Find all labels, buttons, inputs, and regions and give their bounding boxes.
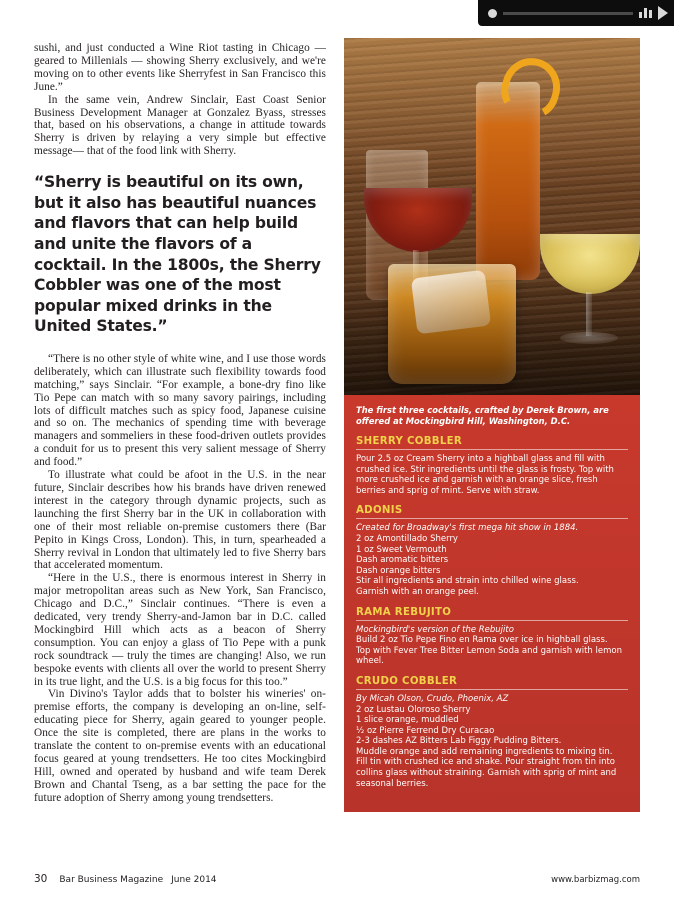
recipe-box <box>344 395 640 812</box>
recipe-item <box>356 505 628 597</box>
pull-quote: “Sherry is beautiful on its own, but it also has beautiful nuances and flavors that can help build and unite the flavors of a cocktail. In the 1800s, the Sherry Cobbler was one of the most popular mixed drinks in the United States.” <box>34 173 321 336</box>
recipe-title: ADONIS <box>356 505 403 517</box>
recipe-item <box>356 607 628 667</box>
divider <box>356 620 628 621</box>
recipe-line: Build 2 oz Tio Pepe Fino en Rama over ice in highball glass. <box>356 635 608 646</box>
recipe-item <box>356 676 628 789</box>
recipe-title: CRUDO COBBLER <box>356 675 458 687</box>
recipe-line: Dash aromatic bitters <box>356 555 449 566</box>
paragraph: “Here in the U.S., there is enormous interest in Sherry in major metropolitan areas such as New York, San Francisco, Chicago and D.C.,” Sinclair continues. “There is even a dedicated, very trendy Sherry-and-Jamon bar in D.C. called Mockingbird Hill which acts as a beacon of Sherry consumption. You can enjoy a glass of Tio Pepe with a punk rock soundtrack — truly the times are changing! Also, we run bespoke events with clients all over the world to present Sherry in its true light, and the U.S. is a big focus for this too.” <box>34 572 326 688</box>
recipe-line: 1 slice orange, muddled <box>356 715 459 726</box>
divider <box>356 449 628 450</box>
recipe-line: Mockingbird's version of the Rebujito <box>356 624 514 635</box>
paragraph: “There is no other style of white wine, and I use those words deliberately, which can illustrate such flexibility towards food matching,” says Sinclair. “For example, a bone-dry fino like Tio Pepe can match with so many savory pairings, including lots of difficult matches such as spicy food, Japanese cuisine and so on. The mechanics of spending time with beverage managers and sommeliers in these food-driven outlets provides a conduit for us to present this very salient message of Sherry and food.” <box>34 352 326 469</box>
recipe-line: Dash orange bitters <box>356 565 441 576</box>
recipe-line: Pour 2.5 oz Cream Sherry into a highball glass and fill with crushed ice. Stir ingredients until the glass is frosty. Top with more crushed ice and garnish with an orange slice, fresh berries and sprig of mint. Serve with straw. <box>356 454 614 496</box>
article-body-top <box>34 42 326 158</box>
recipe-line: Top with Fever Tree Bitter Lemon Soda and garnish with lemon wheel. <box>356 645 622 667</box>
recipe-line: Muddle orange and add remaining ingredients to mixing tin. <box>356 746 613 757</box>
photo-shadow <box>344 275 640 395</box>
recipe-line: ½ oz Pierre Ferrend Dry Curacao <box>356 725 495 736</box>
page-footer <box>34 873 640 887</box>
divider <box>356 518 628 519</box>
page-number: 30 <box>34 873 48 885</box>
recipe-line: Fill tin with crushed ice and shake. Pour straight from tin into collins glass without straining. Garnish with sprig of mint and seasonal berries. <box>356 757 617 789</box>
article-body-bottom <box>34 353 326 805</box>
recipe-title: RAMA REBUJITO <box>356 606 452 618</box>
recipe-line: Stir all ingredients and strain into chilled wine glass. <box>356 576 579 587</box>
article-column <box>34 42 326 805</box>
recipe-item <box>356 436 628 496</box>
recipe-line: 2 oz Lustau Oloroso Sherry <box>356 704 471 715</box>
paragraph: To illustrate what could be afoot in the U.S. in the near future, Sinclair describes how his brands have driven renewed interest in the category through dynamic projects, such as launching the first Sherry bar in the UK in collaboration with one of their most reliable on-premise customers there (Bar Pepito in Kings Cross, London). This, in turn, spearheaded a Sherry revival in London that ultimately led to five Sherry bars that accelerated momentum. <box>34 469 326 572</box>
cocktails-photograph <box>344 38 640 395</box>
recipe-line: Garnish with an orange peel. <box>356 586 479 597</box>
recipe-line: 2-3 dashes AZ Bitters Lab Figgy Pudding Bitters. <box>356 736 562 747</box>
recipe-line: 1 oz Sweet Vermouth <box>356 544 447 555</box>
recipe-title: SHERRY COBBLER <box>356 436 463 447</box>
recipe-line: By Micah Olson, Crudo, Phoenix, AZ <box>356 693 509 704</box>
paragraph: sushi, and just conducted a Wine Riot tasting in Chicago — geared to Millenials — showing Sherry exclusively, and we're moving on to other events like Sherryfest in San Francisco this June.” <box>34 42 326 93</box>
recipe-line: 2 oz Amontillado Sherry <box>356 533 458 544</box>
website-url[interactable]: www.barbizmag.com <box>551 875 640 885</box>
paragraph: Vin Divino's Taylor adds that to bolster his wineries' on-premise efforts, the company is developing an on-line, self-educating piece for Sherry, again geared to younger people. Once the site is completed, there are plans in the works to translate the content to on-premise events with an educational focus geared at young trendsetters. He too cites Mockingbird Hill, owned and operated by husband and wife team Derek Brown and Chantal Tseng, as a bar setting the pace for the future adoption of Sherry among young trendsetters. <box>34 688 326 804</box>
sidebar-column <box>344 38 640 812</box>
photo-caption: The first three cocktails, crafted by Derek Brown, are offered at Mockingbird Hill, Washington, D.C. <box>356 405 609 426</box>
issue-date: June 2014 <box>171 875 217 885</box>
publication-name: Bar Business Magazine <box>59 875 164 885</box>
divider <box>356 689 628 690</box>
paragraph: In the same vein, Andrew Sinclair, East Coast Senior Business Development Manager at Gonzalez Byass, stresses that, based on his observations, a change in attitude towards Sherry is driven by relaying a very simple but effective message— that of the food link with Sherry. <box>34 93 326 158</box>
recipe-line: Created for Broadway's first mega hit show in 1884. <box>356 523 579 534</box>
